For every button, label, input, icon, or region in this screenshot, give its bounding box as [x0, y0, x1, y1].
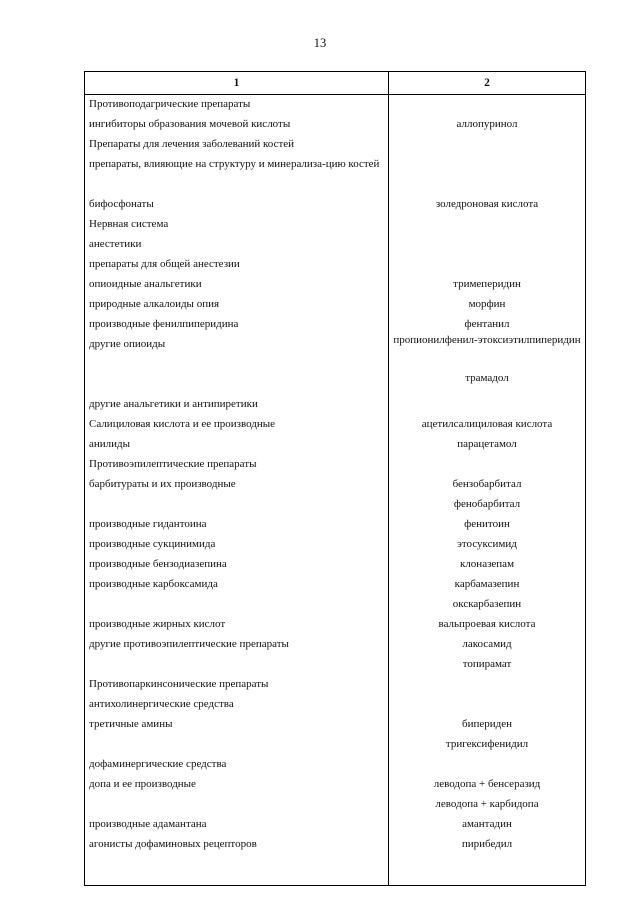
row-9-category: природные алкалоиды опия: [89, 298, 220, 310]
row-2-category: Препараты для лечения заболеваний костей: [89, 138, 295, 150]
row-34-category: производные адамантана: [89, 818, 207, 830]
row-32-category: допа и ее производные: [89, 778, 196, 790]
row-8-drug: тримеперидин: [453, 278, 521, 290]
row-4-drug: золедроновая кислота: [435, 198, 539, 210]
row-17-drug: бензобарбитал: [452, 478, 522, 490]
row-23-drug: окскарбазепин: [452, 598, 522, 610]
row-9-drug: морфин: [468, 298, 506, 310]
row-20-category: производные сукцинимида: [89, 538, 216, 550]
row-15-drug: парацетамол: [457, 438, 517, 450]
row-26-drug: топирамат: [462, 658, 512, 670]
row-17-category: барбитураты и их производные: [89, 478, 236, 490]
row-15-category: анилиды: [89, 438, 131, 450]
row-6-category: анестетики: [89, 238, 142, 250]
table-header: [85, 72, 585, 95]
row-33-drug: леводопа + карбидопа: [435, 798, 539, 810]
row-19-drug: фенитоин: [464, 518, 510, 530]
page-number: 13: [313, 36, 327, 50]
row-34-drug: амантадин: [462, 818, 512, 830]
row-1-drug: аллопуринол: [456, 118, 518, 130]
drug-table: [84, 71, 586, 886]
row-0-category: Противоподагрические препараты: [89, 98, 251, 110]
row-1-category: ингибиторы образования мочевой кислоты: [89, 118, 291, 130]
row-8-category: опиоидные анальгетики: [89, 278, 202, 290]
row-29-drug: бипериден: [461, 718, 512, 730]
row-30-drug: тригексифенидил: [445, 738, 529, 750]
row-29-category: третичные амины: [89, 718, 173, 730]
row-25-drug: лакосамид: [462, 638, 512, 650]
row-25-category: другие противоэпилептические препараты: [89, 638, 289, 650]
row-10-drug: фентанил: [464, 318, 510, 330]
row-14-category: Салициловая кислота и ее производные: [89, 418, 276, 430]
row-21-category: производные бензодиазепина: [89, 558, 227, 570]
row-13-category: другие анальгетики и антипиретики: [89, 398, 258, 410]
row-24-drug: вальпроевая кислота: [438, 618, 536, 630]
row-7-category: препараты для общей анестезии: [89, 258, 240, 270]
row-14-drug: ацетилсалициловая кислота: [421, 418, 553, 430]
row-24-category: производные жирных кислот: [89, 618, 226, 630]
row-18-drug: фенобарбитал: [453, 498, 521, 510]
row-3-category: препараты, влияющие на структуру и минерализа-цию костей: [89, 158, 380, 170]
header-col-1: 1: [85, 72, 389, 94]
row-5-category: Нервная система: [89, 218, 169, 230]
row-35-drug: пирибедил: [461, 838, 513, 850]
row-21-drug: клоназепам: [459, 558, 515, 570]
row-19-category: производные гидантоина: [89, 518, 207, 530]
row-12-drug: трамадол: [465, 372, 509, 384]
row-22-category: производные карбоксамида: [89, 578, 218, 590]
row-35-category: агонисты дофаминовых рецепторов: [89, 838, 257, 850]
row-20-drug: этосуксимид: [457, 538, 517, 550]
row-28-category: антихолинергические средства: [89, 698, 234, 710]
header-col-2: 2: [484, 77, 490, 89]
row-31-category: дофаминергические средства: [89, 758, 227, 770]
column-divider: [388, 95, 389, 885]
row-27-category: Противопаркинсонические препараты: [89, 678, 269, 690]
row-4-category: бифосфонаты: [89, 198, 154, 210]
row-32-drug: леводопа + бенсеразид: [433, 778, 541, 790]
row-16-category: Противоэпилептические препараты: [89, 458, 257, 470]
row-10-category: производные фенилпиперидина: [89, 318, 239, 330]
table-body: [85, 95, 585, 885]
row-11-drug: пропионилфенил-этоксиэтилпиперидин: [393, 334, 581, 346]
row-11-category: другие опиоиды: [89, 338, 166, 350]
row-22-drug: карбамазепин: [454, 578, 520, 590]
